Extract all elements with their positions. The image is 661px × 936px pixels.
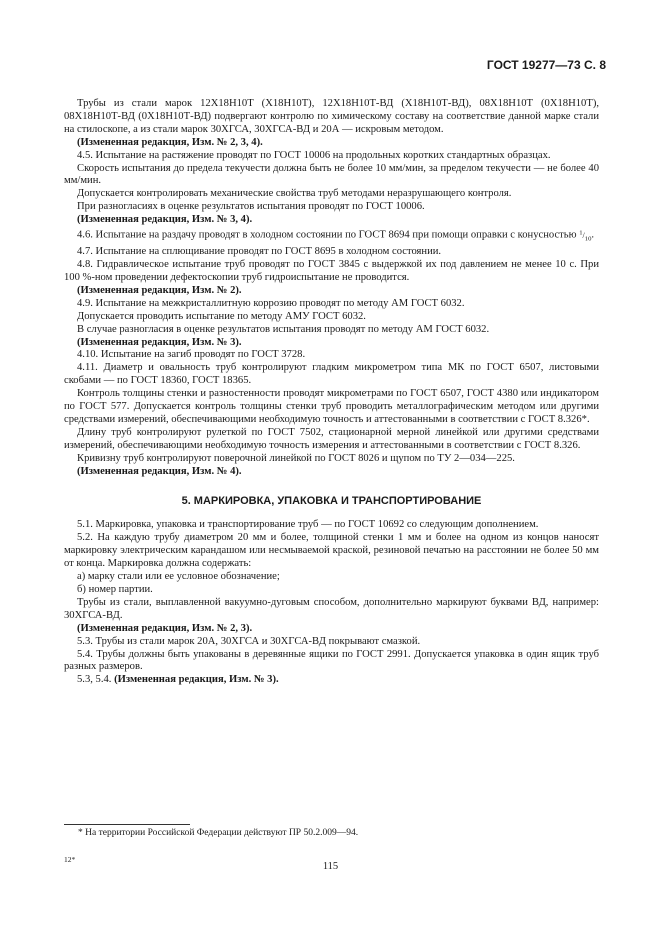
paragraph: Допускается контролировать механические свойства труб методами неразрушающего контроля. xyxy=(77,188,512,200)
paragraph-taper: 4.6. Испытание на раздачу проводят в холодном состоянии по ГОСТ 8694 при помощи оправки с конусностью $^1/_{10}$. xyxy=(77,229,595,243)
page-number: 115 xyxy=(322,861,339,872)
revision-note: (Измененная редакция, Изм. № 3, 4). xyxy=(77,214,253,226)
paragraph: Кривизну труб контролируют поверочной линейкой по ГОСТ 8026 и щупом по ТУ 2—034—225. xyxy=(77,452,515,464)
section-title: 5. МАРКИРОВКА, УПАКОВКА И ТРАНСПОРТИРОВАНИЕ xyxy=(181,494,482,507)
revision-note: (Измененная редакция, Изм. № 3). xyxy=(77,336,242,348)
paragraph: В случае разногласия в оценке результатов испытания проводят по методу АМ ГОСТ 6032. xyxy=(77,323,490,335)
taper-num: 1 xyxy=(579,229,583,237)
document-body xyxy=(64,98,599,687)
revision-note: (Измененная редакция, Изм. № 2). xyxy=(77,284,242,296)
paragraph: 5.4. Трубы должны быть упакованы в деревянные ящики по ГОСТ 2991. Допускается упаковка в один ящик труб разных размеров. xyxy=(64,648,599,673)
paragraph-text: 4.6. Испытание на раздачу проводят в холодном состоянии по ГОСТ 8694 при помощи оправки с конусностью xyxy=(77,229,577,241)
paragraph: 4.10. Испытание на загиб проводят по ГОСТ 3728. xyxy=(77,349,306,361)
paragraph: 4.9. Испытание на межкристаллитную коррозию проводят по методу АМ ГОСТ 6032. xyxy=(77,297,465,309)
paragraph: Длину труб контролируют рулеткой по ГОСТ 7502, стационарной мерной линейкой или другими средствами измерений, обеспечивающими необходимую точность измерения и аттестованными в соответствии с ГОСТ 8.326. xyxy=(64,426,599,451)
taper-den: 10 xyxy=(584,235,592,243)
paragraph: 5.1. Маркировка, упаковка и транспортирование труб — по ГОСТ 10692 со следующим дополнением. xyxy=(77,519,539,531)
list-item: б) номер партии. xyxy=(77,583,153,595)
sheet-mark: 12* xyxy=(64,855,76,864)
paragraph: Трубы из стали марок 12Х18Н10Т (Х18Н10Т), 12Х18Н10Т-ВД (Х18Н10Т-ВД), 08Х18Н10Т (0Х18Н10Т), 08Х18Н10Т-ВД (0Х18Н10Т-ВД) подвергают контролю по химическому составу на соответствие данной марке стали на стилоскопе, а из стали марок 30ХГСА, 30ХГСА-ВД и 20А — искровым методом. xyxy=(64,98,599,135)
paragraph: 4.7. Испытание на сплющивание проводят по ГОСТ 8695 в холодном состоянии. xyxy=(77,246,442,258)
footnote: * На территории Российской Федерации действуют ПР 50.2.009—94. xyxy=(78,828,359,838)
paragraph-text: 5.3, 5.4. xyxy=(77,674,112,686)
paragraph: 4.5. Испытание на растяжение проводят по ГОСТ 10006 на продольных коротких стандартных образцах. xyxy=(77,149,551,161)
paragraph: 5.2. На каждую трубу диаметром 20 мм и более, толщиной стенки 1 мм и более на одном из концов наносят маркировку электрическим карандашом или несмываемой краской, резиновой печатью на расстоянии не более 50 мм от конца. Маркировка должна содержать: xyxy=(64,532,599,570)
revision-note: (Измененная редакция, Изм. № 2, 3, 4). xyxy=(77,136,263,148)
paragraph-mixed xyxy=(64,674,599,687)
paragraph: 4.11. Диаметр и овальность труб контролируют гладким микрометром типа МК по ГОСТ 6507, листовыми скобами — по ГОСТ 18360, ГОСТ 18365. xyxy=(64,362,599,387)
revision-note: (Измененная редакция, Изм. № 2, 3). xyxy=(77,622,253,634)
paragraph: 5.3. Трубы из стали марок 20А, 30ХГСА и 30ХГСА-ВД покрывают смазкой. xyxy=(77,635,421,647)
paragraph: Допускается проводить испытание по методу АМУ ГОСТ 6032. xyxy=(77,310,366,322)
paragraph: Трубы из стали, выплавленной вакуумно-дуговым способом, дополнительно маркируют буквами ВД, например: 30ХГСА-ВД. xyxy=(64,596,599,621)
revision-note: (Измененная редакция, Изм. № 3). xyxy=(114,674,279,686)
revision-note: (Измененная редакция, Изм. № 4). xyxy=(77,465,242,477)
paragraph: При разногласиях в оценке результатов испытания проводят по ГОСТ 10006. xyxy=(77,201,425,213)
list-item: а) марку стали или ее условное обозначение; xyxy=(77,571,280,583)
paragraph: 4.8. Гидравлическое испытание труб проводят по ГОСТ 3845 с выдержкой их под давлением не менее 10 с. При 100 %-ном проведении дефектоскопии труб гидроиспытание не проводится. xyxy=(64,259,599,284)
paragraph: Скорость испытания до предела текучести должна быть не более 10 мм/мин, за пределом текучести — не более 40 мм/мин. xyxy=(64,162,599,187)
footnote-divider xyxy=(64,824,190,825)
page-header: ГОСТ 19277—73 С. 8 xyxy=(486,58,606,72)
paragraph: Контроль толщины стенки и разностенности проводят микрометрами по ГОСТ 6507, ГОСТ 4380 или индикатором по ГОСТ 577. Допускается контроль толщины стенки труб проводить металлографическим методом или другими средствами измерений, обеспечивающими необходимую точность и аттестованными в соответствии с ГОСТ 8.326*. xyxy=(64,388,599,425)
taper-fraction: $^1/_{10}$ xyxy=(579,229,592,243)
